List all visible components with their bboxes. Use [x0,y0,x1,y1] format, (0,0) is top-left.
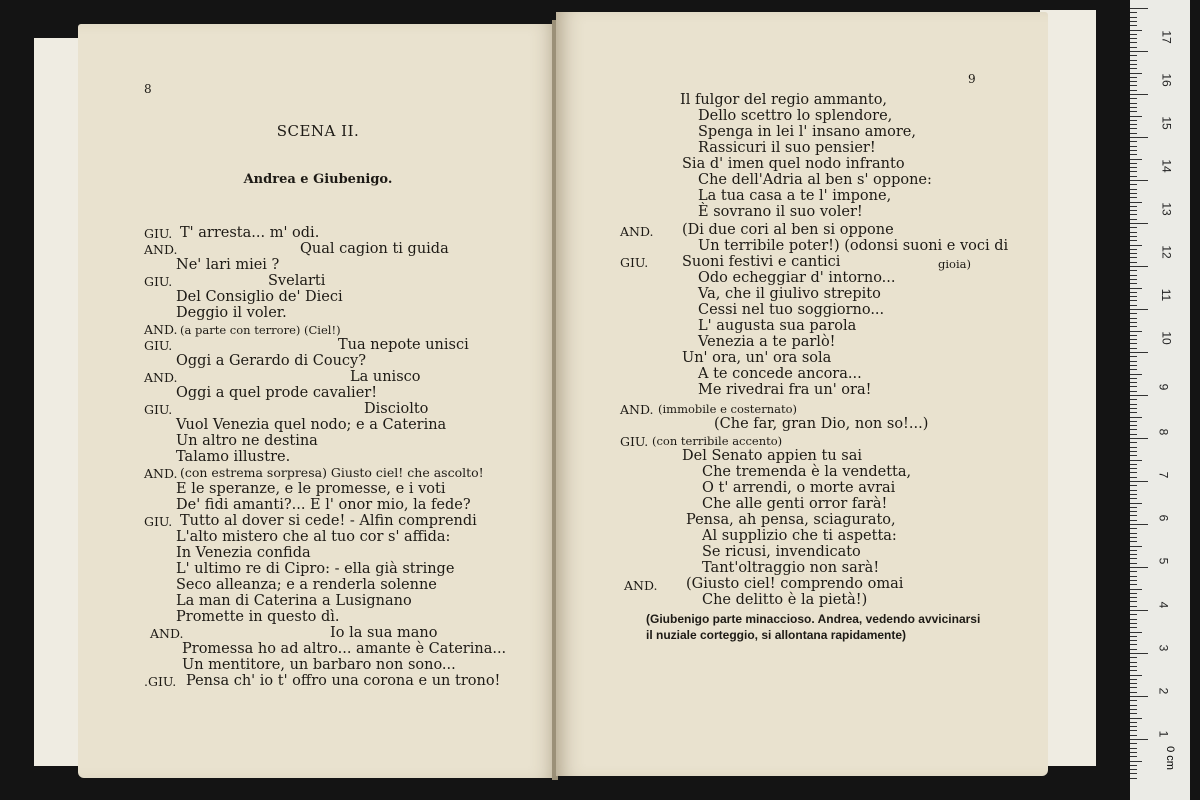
ruler-tick [1130,778,1137,779]
ruler-tick [1130,481,1148,482]
ruler-tick [1130,146,1137,147]
ruler-tick [1130,159,1142,160]
ruler-tick [1130,417,1142,418]
dialogue-line: Rassicuri il suo pensier! [698,140,876,156]
ruler-tick [1130,262,1137,263]
ruler-tick [1130,563,1137,564]
ruler-tick [1130,524,1148,525]
ruler-tick [1130,133,1137,134]
ruler-tick [1130,735,1137,736]
dialogue-line: Dello scettro lo splendore, [698,108,893,124]
ruler-tick [1130,21,1137,22]
dialogue-line: (Di due cori al ben si oppone [682,222,894,238]
ruler-tick [1130,597,1137,598]
ruler-tick [1130,718,1142,719]
ruler-tick [1130,614,1137,615]
dialogue-line: Un mentitore, un barbaro non sono... [182,657,456,673]
ruler-number: 1 [1156,730,1171,738]
speaker-label: AND. [144,370,178,385]
ruler-number: 4 [1156,601,1171,609]
ruler-tick [1130,270,1137,271]
speaker-label: GIU. [620,434,649,449]
ruler-tick [1130,442,1137,443]
ruler-tick [1130,210,1137,211]
ruler-tick [1130,408,1137,409]
ruler-tick [1130,395,1148,396]
dialogue-line: E le speranze, e le promesse, e i voti [176,481,446,497]
ruler-tick [1130,313,1137,314]
dialogue-line: Va, che il giulivo strepito [698,286,881,302]
dialogue-line: Un altro ne destina [176,433,318,449]
scene-characters: Andrea e Giubenigo. [243,172,393,187]
ruler-tick [1130,468,1137,469]
dialogue-line: Un' ora, un' ora sola [682,350,832,366]
dialogue-line: La unisco [350,369,421,385]
ruler-tick [1130,343,1137,344]
ruler-tick [1130,331,1142,332]
ruler-tick [1130,649,1137,650]
ruler-tick [1130,520,1137,521]
ruler-tick [1130,300,1137,301]
ruler-tick [1130,85,1137,86]
ruler-tick [1130,361,1137,362]
ruler-tick [1130,460,1142,461]
dialogue-line: (con estrema sorpresa) Giusto ciel! che ascolto! [180,465,484,480]
ruler-number: 17 [1159,30,1174,44]
ruler-tick [1130,657,1137,658]
ruler-tick [1130,240,1137,241]
ruler-tick [1130,485,1137,486]
ruler-tick [1130,120,1137,121]
dialogue-line: A te concede ancora... [698,366,862,382]
ruler-number: 10 [1159,331,1174,345]
dialogue-line: Pensa, ah pensa, sciagurato, [686,512,896,528]
ruler-tick [1130,374,1142,375]
ruler-tick [1130,279,1137,280]
dialogue-line: Che tremenda è la vendetta, [702,464,912,480]
ruler-tick [1130,404,1137,405]
ruler-number: 12 [1159,245,1174,259]
speaker-label: GIU. [144,514,173,529]
stage-direction: (Giubenigo parte minaccioso. Andrea, vedendo avvicinarsi [646,612,981,626]
ruler-tick [1130,55,1137,56]
speaker-label: AND. [150,626,184,641]
ruler-tick [1130,60,1137,61]
dialogue-line: Del Senato appien tu sai [682,448,862,464]
ruler-tick [1130,425,1137,426]
ruler-tick [1130,644,1137,645]
speaker-label: GIU. [144,402,173,417]
ruler-tick [1130,103,1137,104]
ruler-tick [1130,421,1137,422]
ruler-tick [1130,25,1137,26]
ruler-tick [1130,202,1142,203]
ruler-tick [1130,223,1148,224]
stage-direction: il nuziale corteggio, si allontana rapidamente) [646,628,907,642]
ruler-tick [1130,653,1148,654]
dialogue-line: Pensa ch' io t' offro una corona e un trono! [186,673,501,689]
ruler-tick [1130,632,1142,633]
dialogue-line: Tutto al dover si cede! - Alfin comprendi [180,513,477,529]
ruler-tick [1130,34,1137,35]
ruler-tick [1130,584,1137,585]
ruler-tick [1130,266,1148,267]
dialogue-line: Oggi a quel prode cavalier! [176,385,378,401]
dialogue-line: Se ricusi, invendicato [702,544,861,560]
ruler-tick [1130,610,1148,611]
ruler-tick [1130,193,1137,194]
ruler-tick [1130,726,1137,727]
ruler-tick [1130,662,1137,663]
dialogue-line: Talamo illustre. [176,449,291,465]
dialogue-line: (Giusto ciel! comprendo omai [686,576,904,592]
ruler-tick [1130,292,1137,293]
ruler-tick [1130,296,1137,297]
dialogue-line: Cessi nel tuo soggiorno... [698,302,885,318]
dialogue-line: O t' arrendi, o morte avrai [702,480,896,496]
ruler-tick [1130,692,1137,693]
ruler-tick [1130,636,1137,637]
speaker-label: GIU. [144,226,173,241]
left-page-number: 8 [144,82,152,96]
ruler-number: 14 [1159,159,1174,173]
dialogue-line: È sovrano il suo voler! [698,204,863,220]
ruler-tick [1130,94,1148,95]
ruler-tick [1130,546,1142,547]
ruler-tick [1130,451,1137,452]
ruler-tick [1130,167,1137,168]
ruler-tick [1130,176,1137,177]
ruler-tick [1130,180,1148,181]
dialogue-line: Che delitto è la pietà!) [702,592,868,608]
ruler-tick [1130,232,1137,233]
ruler-tick [1130,713,1137,714]
speaker-label: AND. [620,402,654,417]
ruler-tick [1130,696,1148,697]
ruler-tick [1130,554,1137,555]
ruler-tick [1130,163,1137,164]
speaker-label: GIU. [144,338,173,353]
ruler-tick [1130,455,1137,456]
back-sheet-right [1040,10,1096,766]
dialogue-line: Tua nepote unisci [338,337,469,353]
right-page [556,12,1048,776]
dialogue-line: La man di Caterina a Lusignano [176,593,412,609]
ruler-tick [1130,17,1137,18]
ruler-tick [1130,386,1137,387]
ruler-tick [1130,30,1142,31]
ruler-tick [1130,189,1137,190]
ruler-tick [1130,515,1137,516]
ruler-tick [1130,12,1137,13]
dialogue-line: Promessa ho ad altro... amante è Caterina... [182,641,507,657]
ruler-tick [1130,356,1137,357]
dialogue-line: (immobile e costernato) [658,402,798,416]
dialogue-line: Il fulgor del regio ammanto, [680,92,888,108]
dialogue-line: Seco alleanza; e a renderla solenne [176,577,437,593]
ruler-tick [1130,352,1148,353]
measuring-ruler [1130,0,1190,800]
ruler-tick [1130,339,1137,340]
ruler-tick [1130,348,1137,349]
ruler-tick [1130,38,1137,39]
scene-title: SCENA II. [276,122,360,140]
ruler-tick [1130,399,1137,400]
dialogue-line: Me rivedrai fra un' ora! [698,382,872,398]
ruler-tick [1130,365,1137,366]
dialogue-line: L' ultimo re di Cipro: - ella già stringe [176,561,455,577]
dialogue-line: Vuol Venezia quel nodo; e a Caterina [176,417,447,433]
ruler-tick [1130,503,1142,504]
ruler-tick [1130,601,1137,602]
ruler-tick [1130,326,1137,327]
ruler-tick [1130,42,1137,43]
ruler-tick [1130,51,1148,52]
ruler-tick [1130,722,1137,723]
ruler-tick [1130,64,1137,65]
ruler-number: 3 [1156,644,1171,652]
ruler-tick [1130,472,1137,473]
ruler-tick [1130,769,1137,770]
ruler-tick [1130,576,1137,577]
speaker-label: AND. [144,322,178,337]
dialogue-line: La tua casa a te l' impone, [698,188,892,204]
ruler-tick [1130,670,1137,671]
ruler-tick [1130,589,1142,590]
ruler-tick [1130,245,1142,246]
ruler-tick [1130,184,1137,185]
ruler-tick [1130,537,1137,538]
dialogue-line: Del Consiglio de' Dieci [176,289,343,305]
speaker-label: AND. [624,578,658,593]
speaker-label: GIU. [620,255,649,270]
ruler-tick [1130,206,1137,207]
ruler-tick [1130,683,1137,684]
ruler-number: 5 [1156,557,1171,565]
ruler-tick [1130,593,1137,594]
ruler-tick [1130,128,1137,129]
ruler-tick [1130,305,1137,306]
ruler-number: 15 [1159,116,1174,130]
ruler-tick [1130,249,1137,250]
ruler-number: 7 [1156,471,1171,479]
ruler-tick [1130,623,1137,624]
ruler-number: 13 [1159,202,1174,216]
ruler-tick [1130,283,1137,284]
ruler-tick [1130,391,1137,392]
ruler-tick [1130,447,1137,448]
ruler-number: 11 [1159,288,1174,302]
ruler-tick [1130,214,1137,215]
dialogue-line: Un terribile poter!) (odonsi suoni e voci di [698,238,1009,254]
ruler-tick [1130,761,1142,762]
dialogue-line: Che dell'Adria al ben s' oppone: [698,172,932,188]
ruler-tick [1130,382,1137,383]
ruler-tick [1130,98,1137,99]
speaker-label: AND. [620,224,654,239]
ruler-tick [1130,171,1137,172]
dialogue-line: Venezia a te parlò! [698,334,836,350]
dialogue-line: T' arresta... m' odi. [180,225,320,241]
ruler-tick [1130,111,1137,112]
ruler-tick [1130,107,1137,108]
ruler-number: 8 [1156,428,1171,436]
speaker-label: GIU. [144,274,173,289]
ruler-tick [1130,606,1137,607]
ruler-tick [1130,619,1137,620]
ruler-number: 6 [1156,514,1171,522]
dialogue-line: (con terribile accento) [652,434,783,448]
dialogue-line: Disciolto [364,401,429,417]
ruler-tick [1130,257,1137,258]
ruler-tick [1130,90,1137,91]
ruler-tick [1130,77,1137,78]
dialogue-line: Suoni festivi e cantici [682,254,841,270]
ruler-tick [1130,477,1137,478]
dialogue-line: Tant'oltraggio non sarà! [702,560,880,576]
ruler-tick [1130,640,1137,641]
ruler-tick [1130,73,1142,74]
ruler-tick [1130,275,1137,276]
ruler-tick [1130,528,1137,529]
ruler-tick [1130,434,1137,435]
ruler-unit: 0 cm [1163,746,1176,770]
ruler-tick [1130,739,1148,740]
ruler-tick [1130,253,1137,254]
ruler-tick [1130,567,1148,568]
ruler-tick [1130,700,1137,701]
ruler-tick [1130,412,1137,413]
ruler-tick [1130,558,1137,559]
ruler-tick [1130,550,1137,551]
ruler-number: 16 [1159,73,1174,87]
ruler-tick [1130,666,1137,667]
dialogue-line: Promette in questo dì. [176,609,340,625]
dialogue-line: In Venezia confida [176,545,311,561]
ruler-tick [1130,580,1137,581]
ruler-tick [1130,150,1137,151]
ruler-tick [1130,756,1137,757]
dialogue-line: Oggi a Gerardo di Coucy? [176,353,367,369]
ruler-tick [1130,773,1137,774]
dialogue-line: De' fidi amanti?... E l' onor mio, la fede? [176,497,471,513]
dialogue-line: Spenga in lei l' insano amore, [698,124,916,140]
ruler-tick [1130,116,1142,117]
ruler-tick [1130,498,1137,499]
gioia-text: gioia) [938,257,971,271]
ruler-tick [1130,227,1137,228]
ruler-tick [1130,507,1137,508]
ruler-tick [1130,8,1148,9]
ruler-tick [1130,288,1142,289]
dialogue-line: Che alle genti orror farà! [702,496,888,512]
ruler-tick [1130,541,1137,542]
ruler-tick [1130,687,1137,688]
ruler-number: 2 [1156,687,1171,695]
dialogue-line: Qual cagion ti guida [300,241,449,257]
dialogue-line: L'alto mistero che al tuo cor s' affida: [176,529,451,545]
speaker-label: .GIU. [144,674,177,689]
ruler-tick [1130,236,1137,237]
ruler-tick [1130,752,1137,753]
ruler-tick [1130,438,1148,439]
ruler-tick [1130,137,1148,138]
ruler-tick [1130,705,1137,706]
dialogue-line: Sia d' imen quel nodo infranto [682,156,905,172]
ruler-tick [1130,429,1137,430]
ruler-tick [1130,490,1137,491]
dialogue-line: Al supplizio che ti aspetta: [702,528,897,544]
ruler-tick [1130,335,1137,336]
ruler-tick [1130,533,1137,534]
dialogue-line: Ne' lari miei ? [176,257,280,273]
ruler-tick [1130,369,1137,370]
ruler-tick [1130,765,1137,766]
dialogue-line: Svelarti [268,273,326,289]
ruler-tick [1130,318,1137,319]
ruler-tick [1130,748,1137,749]
ruler-number: 9 [1156,383,1171,391]
ruler-tick [1130,494,1137,495]
ruler-tick [1130,68,1137,69]
left-page [78,24,558,778]
ruler-tick [1130,378,1137,379]
ruler-tick [1130,47,1137,48]
ruler-tick [1130,124,1137,125]
ruler-tick [1130,675,1142,676]
right-page-number: 9 [968,72,976,86]
ruler-tick [1130,197,1137,198]
dialogue-line: Deggio il voler. [176,305,287,321]
ruler-tick [1130,679,1137,680]
ruler-tick [1130,709,1137,710]
ruler-tick [1130,627,1137,628]
ruler-tick [1130,511,1137,512]
ruler-tick [1130,743,1137,744]
ruler-tick [1130,154,1137,155]
ruler-tick [1130,571,1137,572]
dialogue-line: Odo echeggiar d' intorno... [698,270,896,286]
speaker-label: AND. [144,466,178,481]
ruler-tick [1130,309,1148,310]
dialogue-line: (a parte con terrore) (Ciel!) [180,323,341,337]
dialogue-line: Io la sua mano [330,625,438,641]
ruler-tick [1130,81,1137,82]
ruler-tick [1130,730,1137,731]
dialogue-line: (Che far, gran Dio, non so!...) [714,416,929,432]
ruler-tick [1130,219,1137,220]
dialogue-line: L' augusta sua parola [698,318,857,334]
ruler-tick [1130,322,1137,323]
ruler-tick [1130,141,1137,142]
speaker-label: AND. [144,242,178,257]
ruler-tick [1130,464,1137,465]
